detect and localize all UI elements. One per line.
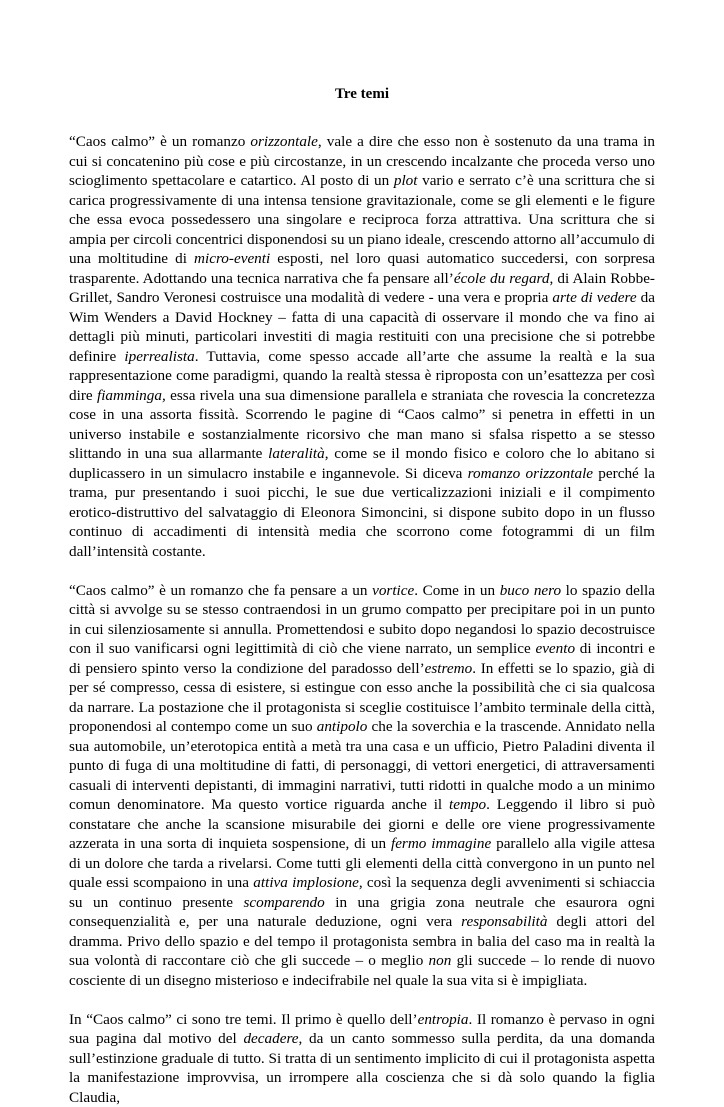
italic-text: orizzontale — [250, 133, 318, 150]
text-run: perché la trama, pur presentando i suoi picchi, le sue due verticalizzazioni iniziali e il compimento erotico-distruttivo del salvataggio di Eleonora Simoncini, si dispone subito dopo in un flusso continuo di accadimenti di intensità media che scorrono come fotogrammi di un film dall’intensità costante. — [69, 465, 655, 560]
italic-text: plot — [394, 172, 418, 189]
italic-text: fiamminga, — [97, 387, 166, 404]
italic-text: lateralità — [268, 445, 325, 462]
italic-text: decadere — [243, 1030, 298, 1047]
text-run: degli attori del dramma. Privo dello spazio e del tempo il protagonista sembra in balia del caso ma in realtà la sua volontà di raccontare ciò che gli succede – o meglio — [69, 913, 655, 969]
text-run: lo spazio della città si avvolge su se stesso contraendosi in un grumo compatto per precipitare poi in un punto in cui silenziosamente si annulla. Promettendosi e subito dopo negandosi lo spazio decostruisce con il suo vanificarsi ogni legittimità di ciò che viene narrato, un semplice — [69, 582, 655, 658]
text-run: di incontri e di pensiero spinto verso la condizione del paradosso dell’ — [69, 640, 655, 677]
paragraph — [69, 581, 655, 991]
italic-text: estremo — [425, 660, 473, 677]
text-run: parallelo alla vigile attesa di un dolore che tarda a rivelarsi. Come tutti gli elementi della città convergono in un punto nel quale essi scompaiono in una — [69, 835, 655, 891]
text-run: “Caos calmo” è un romanzo — [69, 133, 250, 150]
text-run: . Tuttavia, come spesso accade all’arte che assume la realtà e la sua rappresentazione come paradigmi, quando la realtà stessa è riproposta con un’esattezza per così dire — [69, 348, 655, 404]
italic-text: non — [429, 952, 452, 969]
text-run: , come se il mondo fisico e coloro che lo abitano si duplicassero in un simulacro instabile e ingannevole. Si diceva — [69, 445, 655, 482]
italic-text: vortice — [372, 582, 414, 599]
italic-text: responsabilità — [461, 913, 547, 930]
italic-text: attiva implosione — [253, 874, 359, 891]
italic-text: scomparendo — [243, 894, 324, 911]
italic-text: iperrealista — [124, 348, 194, 365]
document-title: Tre temi — [0, 86, 724, 103]
italic-text: école du regard — [454, 270, 550, 287]
italic-text: tempo — [449, 796, 486, 813]
italic-text: micro-eventi — [194, 250, 270, 267]
document-body — [69, 132, 655, 1107]
italic-text: romanzo orizzontale — [468, 465, 593, 482]
italic-text: evento — [535, 640, 575, 657]
italic-text: arte di vedere — [552, 289, 636, 306]
paragraph — [69, 1010, 655, 1107]
text-run: in una grigia zona neutrale che esaurora ogni consequenzialità e, per una naturale deduzione, ogni vera — [69, 894, 655, 931]
text-run: che la soverchia e la trascende. Annidato nella sua automobile, un’eterotopica entità a metà tra una casa e un ufficio, Pietro Paladini diventa il punto di fuga di una moltitudine di fatti, di personaggi, di vettori energetici, di attraversamenti casuali di interventi depistanti, di immagini narrativi, tutti ridotti in qualche modo a un minimo comun denominatore. Ma questo vortice riguarda anche il — [69, 718, 655, 813]
text-run: gli succede – lo rende di nuovo cosciente di un disegno misterioso e indecifrabile nel quale la sua vita si è impigliata. — [69, 952, 655, 989]
text-run: . In effetti se lo spazio, già di per sé compresso, cessa di esistere, si estingue con esso anche la possibilità che ci sia qualcosa da narrare. La postazione che il protagonista si sceglie costituisce l’ambito terminale della città, proponendosi al contempo come un suo — [69, 660, 655, 736]
italic-text: antipolo — [317, 718, 368, 735]
paragraph — [69, 132, 655, 561]
italic-text: entropia — [418, 1011, 469, 1028]
text-run: , vale a dire che esso non è sostenuto da una trama in cui si concatenino più cose e più circostanze, in un crescendo incalzante che proceda verso uno scioglimento spettacolare e catartico. Al posto di un — [69, 133, 655, 189]
text-run: . Leggendo il libro si può constatare che anche la scansione misurabile dei giorni e delle ore viene progressivamente azzerata in una sorta di inquieta sospensione, di un — [69, 796, 655, 852]
text-run: . Il romanzo è pervaso in ogni sua pagina dal motivo del — [69, 1011, 655, 1048]
text-run: “Caos calmo” è un romanzo che fa pensare a un — [69, 582, 372, 599]
text-run: In “Caos calmo” ci sono tre temi. Il primo è quello dell’ — [69, 1011, 418, 1028]
text-run: , da un canto sommesso sulla perdita, da una domanda sull’estinzione graduale di tutto. Si tratta di un sentimento implicito di cui il protagonista aspetta la manifestazione improvvisa, un irrompere alla coscienza che si dà solo quando la figlia Claudia, — [69, 1030, 655, 1106]
text-run: , così la sequenza degli avvenimenti si schiaccia su un continuo presente — [69, 874, 655, 911]
text-run: da Wim Wenders a David Hockney – fatta di una capacità di osservare il mondo che va fino ai dettagli più minuti, particolari investiti di magia restituiti con una precisione che si potrebbe definire — [69, 289, 655, 365]
text-run: esposti, nel loro quasi automatico succedersi, con sorpresa trasparente. Adottando una tecnica narrativa che fa pensare all’ — [69, 250, 655, 287]
text-run: vario e serrato c’è una scrittura che si carica progressivamente di una intensa tensione gravitazionale, come se gli elementi e le figure che essa evoca possedessero una singolare e reciproca forza attrattiva. Una scrittura che si ampia per circoli concentrici disponendosi su un piano ideale, crescendo attorno all’accumulo di una moltitudine di — [69, 172, 655, 267]
italic-text: fermo immagine — [391, 835, 491, 852]
text-run: . Come in un — [414, 582, 499, 599]
text-run: essa rivela una sua dimensione parallela e straniata che rovescia la concretezza cose in una assorta fissità. Scorrendo le pagine di “Caos calmo” si penetra in effetti in un universo instabile e sostanzialmente ricorsivo che man mano si sfalsa rispetto a se stesso slittando in una sua allarmante — [69, 387, 655, 463]
italic-text: buco nero — [500, 582, 561, 599]
text-run: , di Alain Robbe-Grillet, Sandro Veronesi costruisce una modalità di vedere - una vera e propria — [69, 270, 655, 307]
